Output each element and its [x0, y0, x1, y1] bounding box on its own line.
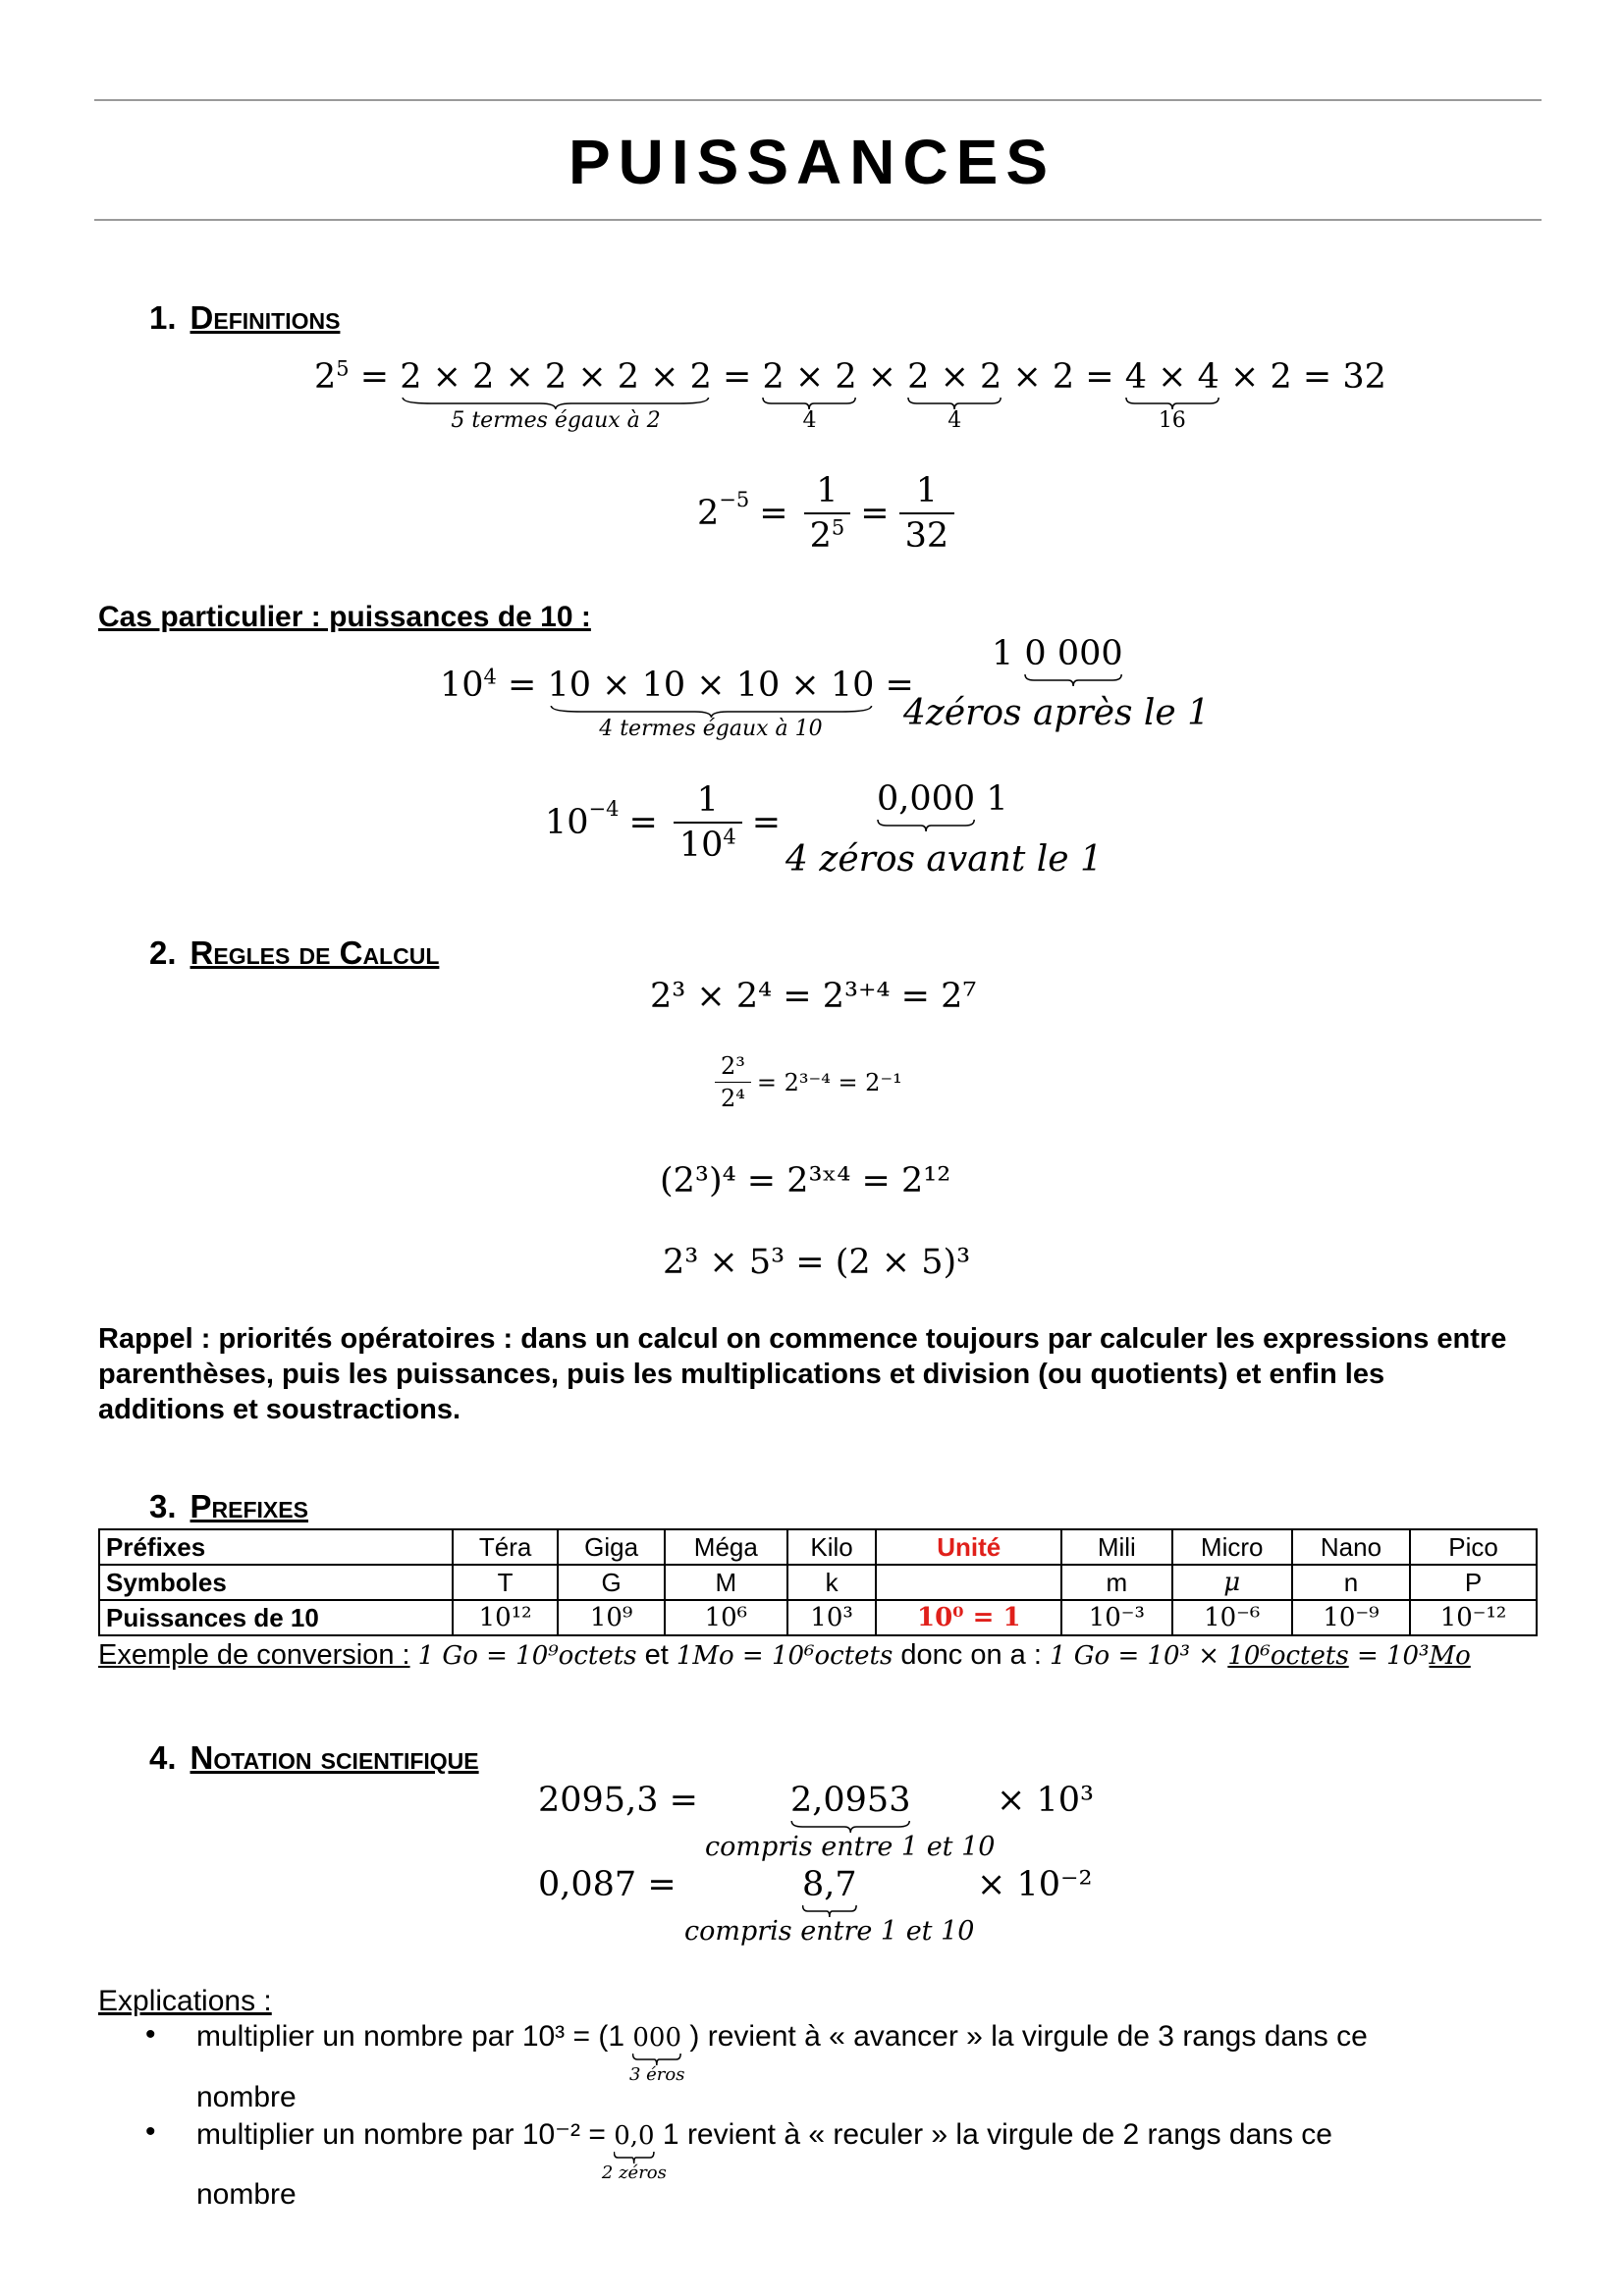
bullet-2-pre: multiplier un nombre par 10⁻² = [196, 2118, 606, 2151]
section-1-heading [149, 299, 340, 337]
eq1-product-brace [400, 357, 712, 433]
conversion-a: 1 Go = 10⁹octets [417, 1641, 637, 1671]
bullet-1-continuation: nombre [196, 2081, 297, 2113]
bullet-2-brace-value: 0,0 [614, 2121, 655, 2151]
eq1-pair3-brace [1124, 357, 1219, 433]
sci-2-brace [802, 1865, 857, 1904]
eq3-result [992, 634, 1123, 673]
page-title: PUISSANCES [568, 127, 1056, 197]
eq4-lhs: 10 [545, 803, 589, 842]
bullet-dot: • [145, 2018, 156, 2051]
sci-notation-1-lhs: 2095,3 = [538, 1781, 698, 1820]
conversion-et: et [644, 1639, 669, 1671]
table-cell: M [665, 1565, 787, 1600]
eq4-frac-den: 10 [678, 826, 724, 865]
eq1-product-label: 5 termes égaux à 2 [451, 408, 661, 433]
section-1-label: Definitions [189, 299, 341, 336]
eq2-frac-1-num: 1 [816, 471, 839, 510]
eq1-end: × 2 = 32 [1230, 357, 1386, 397]
bullet-2-post: 1 revient à « reculer » la virgule de 2 rangs dans ce [662, 2118, 1332, 2151]
table-row [99, 1565, 1537, 1600]
sci-notation-1-exp: × 10³ [997, 1781, 1095, 1820]
conversion-c3: = 10³ [1348, 1641, 1430, 1671]
table-cell: 10⁹ [558, 1600, 665, 1635]
definition-equation-1: $2^5 = 2 \times 2 \times 2 \times 2 \times 2$ 5 termes égaux à 2 = 2 × 2 4 × 2 × 2 4 × 2 = 4 × 4 16 × 2 = 32 [314, 356, 1386, 433]
table-row [99, 1529, 1537, 1565]
table-cell: P [1410, 1565, 1537, 1600]
bullet-1-brace-value: 000 [632, 2023, 682, 2053]
conversion-c2: 10⁶octets [1227, 1641, 1349, 1671]
bullet-2 [196, 2117, 1332, 2183]
eq1-lhs: 2 [314, 357, 337, 397]
rule-quotient [709, 1052, 902, 1112]
bullet-1 [196, 2020, 1368, 2085]
eq3-lhs: 10 [440, 666, 484, 705]
eq1-pair2-brace [907, 357, 1002, 433]
table-cell: Kilo [787, 1529, 877, 1565]
section-1-number: 1. [149, 299, 177, 336]
table-cell: Micro [1172, 1529, 1292, 1565]
table-cell: 10⁻⁶ [1172, 1600, 1292, 1635]
bullet-1-brace [628, 2023, 685, 2085]
rule-quotient-num: 2³ [721, 1052, 745, 1080]
rappel-paragraph: Rappel : priorités opératoires : dans un calcul on commence toujours par calculer les expressions entre parenthèses, puis les puissances, puis les multiplications et division (ou quotients) et enfin les additions et soustractions. [98, 1323, 1507, 1425]
table-cell: T [453, 1565, 558, 1600]
eq3-product: 10 × 10 × 10 × 10 [547, 666, 875, 705]
title-rule [94, 219, 1542, 221]
table-cell: 10³ [787, 1600, 877, 1635]
eq3-result-brace [1024, 634, 1122, 673]
sci-notation-2-label: compris entre 1 et 10 [684, 1916, 975, 1947]
eq4-result-label: 4 zéros avant le 1 [785, 839, 1103, 880]
eq1-pair1: 2 × 2 [762, 357, 857, 397]
bullet-1-brace-label: 3 éros [628, 2064, 685, 2085]
rule-quotient-rest: = 2³⁻⁴ = 2⁻¹ [756, 1068, 902, 1096]
section-2-label: Regles de Calcul [189, 934, 440, 971]
section-2-number: 2. [149, 934, 177, 971]
eq2-frac-2 [899, 471, 955, 556]
eq3-result-leading: 1 [992, 634, 1014, 673]
table-cell: Giga [558, 1529, 665, 1565]
bullet-2-continuation: nombre [196, 2178, 297, 2211]
section-4-label: Notation scientifique [189, 1739, 479, 1776]
eq1-pair2-label: 4 [947, 408, 962, 433]
eq4-frac-num: 1 [696, 780, 719, 820]
table-cell: m [1061, 1565, 1171, 1600]
cas-particulier-heading: Cas particulier : puissances de 10 : [98, 601, 591, 633]
row-header-symbols: Symboles [99, 1565, 453, 1600]
eq1-lhs-exp: 5 [336, 356, 350, 381]
sci-notation-2-lhs: 0,087 = [538, 1865, 677, 1904]
eq4-result-zeros: 0,000 [877, 779, 976, 819]
table-cell: k [787, 1565, 877, 1600]
eq4-frac-den-exp: 4 [723, 825, 736, 849]
sci-2-mantissa-value: 8,7 [802, 1865, 857, 1904]
eq1-pair3-label: 16 [1158, 408, 1186, 433]
bullet-dot: • [145, 2115, 156, 2148]
eq1-pair1-label: 4 [802, 408, 817, 433]
sci-1-mantissa-value: 2,0953 [790, 1781, 911, 1820]
sci-notation-2-mantissa [802, 1865, 857, 1904]
sci-1-brace [790, 1781, 910, 1820]
top-rule [94, 99, 1542, 101]
conversion-example [98, 1639, 1471, 1672]
table-cell: 10⁻³ [1061, 1600, 1171, 1635]
eq2-frac-2-den: 32 [899, 512, 955, 556]
table-cell: 10¹² [453, 1600, 558, 1635]
power-of-ten-equation-2: 10 $^{-4}$ = $\frac{1}{10^4}$ = [545, 780, 782, 865]
eq1-pair3: 4 × 4 [1124, 357, 1219, 397]
table-cell: Mili [1061, 1529, 1171, 1565]
bullet-1-pre: multiplier un nombre par 10³ = (1 [196, 2020, 625, 2053]
section-3-heading [149, 1488, 308, 1525]
section-4-heading [149, 1739, 479, 1777]
table-row [99, 1600, 1537, 1635]
section-3-label: Prefixes [189, 1488, 308, 1524]
bullet-1-post: ) revient à « avancer » la virgule de 3 rangs dans ce [689, 2020, 1368, 2053]
rule-product: 2³ × 2⁴ = 2³⁺⁴ = 2⁷ [650, 977, 977, 1016]
conversion-c4: Mo [1429, 1641, 1471, 1671]
eq1-pair2: 2 × 2 [907, 357, 1002, 397]
table-cell: μ [1172, 1565, 1292, 1600]
table-cell: n [1292, 1565, 1410, 1600]
table-cell [876, 1565, 1061, 1600]
sci-notation-1-label: compris entre 1 et 10 [705, 1832, 996, 1862]
eq4-result-trailing: 1 [986, 779, 1008, 819]
row-header-prefixes: Préfixes [99, 1529, 453, 1565]
conversion-example-label: Exemple de conversion : [98, 1639, 410, 1671]
eq2-frac-1 [804, 471, 851, 556]
eq4-result-brace [877, 779, 975, 819]
table-cell: Pico [1410, 1529, 1537, 1565]
sci-notation-1-mantissa [790, 1781, 910, 1820]
table-cell: Méga [665, 1529, 787, 1565]
rule-power-of-power: (2³)⁴ = 2³ˣ⁴ = 2¹² [660, 1161, 951, 1201]
bullet-2-brace [601, 2121, 667, 2183]
eq1-product: 2 × 2 × 2 × 2 × 2 [400, 357, 712, 397]
eq3-product-label: 4 termes égaux à 10 [599, 717, 823, 741]
explications-heading: Explications : [98, 1985, 272, 2017]
eq2-frac-2-num: 1 [915, 471, 938, 510]
eq2-frac-1-den-exp: 5 [831, 515, 845, 540]
eq1-mid: × 2 = [1012, 357, 1114, 397]
rule-quotient-frac [715, 1052, 751, 1112]
table-cell: Nano [1292, 1529, 1410, 1565]
table-cell: G [558, 1565, 665, 1600]
table-cell: 10⁻⁹ [1292, 1600, 1410, 1635]
table-cell: Téra [453, 1529, 558, 1565]
table-cell-unit: Unité [876, 1529, 1061, 1565]
rule-quotient-den: 2⁴ [715, 1082, 751, 1112]
eq3-lhs-exp: 4 [483, 665, 497, 689]
eq2-frac-1-den: 2 [809, 516, 832, 556]
rule-same-exponent: 2³ × 5³ = (2 × 5)³ [663, 1243, 971, 1282]
table-cell: 10⁻¹² [1410, 1600, 1537, 1635]
row-header-powers: Puissances de 10 [99, 1600, 453, 1635]
table-cell-unit-power: 10⁰ = 1 [876, 1600, 1061, 1635]
prefix-table [98, 1528, 1538, 1636]
section-2-heading [149, 934, 439, 972]
eq1-pair1-brace [762, 357, 857, 433]
section-4-number: 4. [149, 1739, 177, 1776]
conversion-donc: donc on a : [900, 1639, 1042, 1671]
conversion-c1: 1 Go = 10³ × [1049, 1641, 1228, 1671]
eq4-result [877, 779, 1008, 819]
eq4-frac [674, 780, 742, 865]
sci-notation-2-exp: × 10⁻² [977, 1865, 1093, 1904]
eq2-lhs: 2 [697, 494, 720, 533]
power-of-ten-equation-1: $10^4 = 10 \times 10 \times 10 \times 10$ 4 termes égaux à 10 = [440, 665, 914, 741]
table-cell: 10⁶ [665, 1600, 787, 1635]
section-3-number: 3. [149, 1488, 177, 1524]
conversion-b: 1Mo = 10⁶octets [676, 1641, 893, 1671]
eq3-result-label: 4zéros après le 1 [903, 693, 1211, 733]
bullet-2-brace-label: 2 zéros [601, 2163, 667, 2183]
definition-equation-2: 2 $^{-5}$ = $\frac{1}{2^5}$ = $\frac{1}{32}$ [697, 471, 960, 556]
eq3-result-zeros: 0 000 [1024, 634, 1123, 673]
